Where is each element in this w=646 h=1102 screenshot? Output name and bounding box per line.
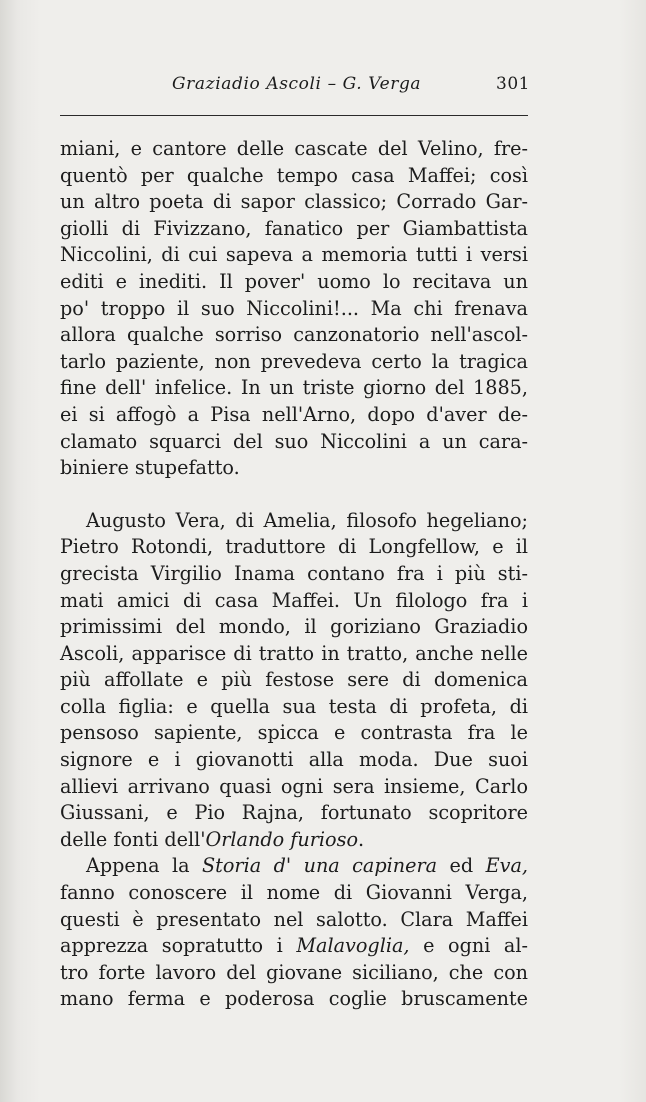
text-line: fanno conoscere il nome di Giovanni Verga, (60, 881, 528, 905)
text-run: e ogni al- (409, 934, 528, 958)
text-line: giolli di Fivizzano, fanatico per Giambattista (60, 216, 528, 240)
text-line: clamato squarci del suo Niccolini a un cara- (60, 429, 528, 453)
paragraph-2 (60, 508, 528, 854)
text-line: po' troppo il suo Niccolini!... Ma chi frenava (60, 296, 528, 320)
text-line (60, 827, 528, 854)
text-line: allora qualche sorriso canzonatorio nell'ascol- (60, 323, 528, 347)
text-line: Ascoli, apparisce di tratto in tratto, anche nelle (60, 641, 528, 665)
body-text (60, 136, 528, 1013)
text-run: delle fonti dell' (60, 827, 206, 851)
text-run: ed (437, 854, 486, 878)
text-line: biniere stupefatto. (60, 456, 240, 480)
text-line: Giussani, e Pio Rajna, fortunato scopritore (60, 801, 528, 825)
text-line: fine dell' infelice. In un triste giorno del 1885, (60, 376, 528, 400)
page-number: 301 (496, 74, 530, 94)
text-line: Pietro Rotondi, traduttore di Longfellow, e il (60, 535, 528, 559)
text-line: colla figlia: e quella sua testa di profeta, di (60, 694, 528, 718)
book-title: Malavoglia, (296, 934, 410, 958)
text-line: allievi arrivano quasi ogni sera insieme, Carlo (60, 774, 528, 798)
paragraph-3 (60, 853, 528, 1013)
paragraph-gap (60, 482, 528, 508)
text-run: . (358, 827, 365, 851)
paragraph-1 (60, 136, 528, 482)
text-line: pensoso sapiente, spicca e contrasta fra le (60, 721, 528, 745)
text-line: editi e inediti. Il pover' uomo lo recitava un (60, 269, 528, 293)
running-title: Graziadio Ascoli – G. Verga (172, 74, 422, 94)
text-line: primissimi del mondo, il goriziano Graziadio (60, 615, 528, 639)
text-line: miani, e cantore delle cascate del Velino, fre- (60, 137, 528, 160)
book-title: Storia d' una capinera (202, 854, 438, 878)
text-line: ei si affogò a Pisa nell'Arno, dopo d'aver de- (60, 402, 528, 426)
text-line: tro forte lavoro del giovane siciliano, che con (60, 960, 528, 984)
text-run: apprezza sopratutto i (60, 934, 297, 958)
text-line (60, 853, 528, 880)
text-line (60, 933, 528, 960)
text-line: Augusto Vera, di Amelia, filosofo hegeliano; (86, 508, 528, 532)
text-line: Niccolini, di cui sapeva a memoria tutti i versi (60, 243, 528, 267)
text-line: mano ferma e poderosa coglie bruscamente (60, 987, 528, 1011)
book-title: Orlando furioso (205, 827, 359, 851)
text-line: mati amici di casa Maffei. Un filologo fra i (60, 588, 528, 612)
text-line: più affollate e più festose sere di domenica (60, 668, 528, 692)
header-rule (60, 115, 528, 116)
text-line: un altro poeta di sapor classico; Corrado Gar- (60, 190, 528, 214)
text-line: quentò per qualche tempo casa Maffei; così (60, 163, 528, 187)
text-run: Appena la (86, 854, 203, 878)
text-line: questi è presentato nel salotto. Clara Maffei (60, 907, 528, 931)
text-line: signore e i giovanotti alla moda. Due suoi (60, 748, 528, 772)
text-line: grecista Virgilio Inama contano fra i più sti- (60, 561, 528, 585)
text-line: tarlo paziente, non prevedeva certo la tragica (60, 349, 528, 373)
book-title: Eva, (485, 854, 528, 878)
running-head (60, 74, 530, 104)
